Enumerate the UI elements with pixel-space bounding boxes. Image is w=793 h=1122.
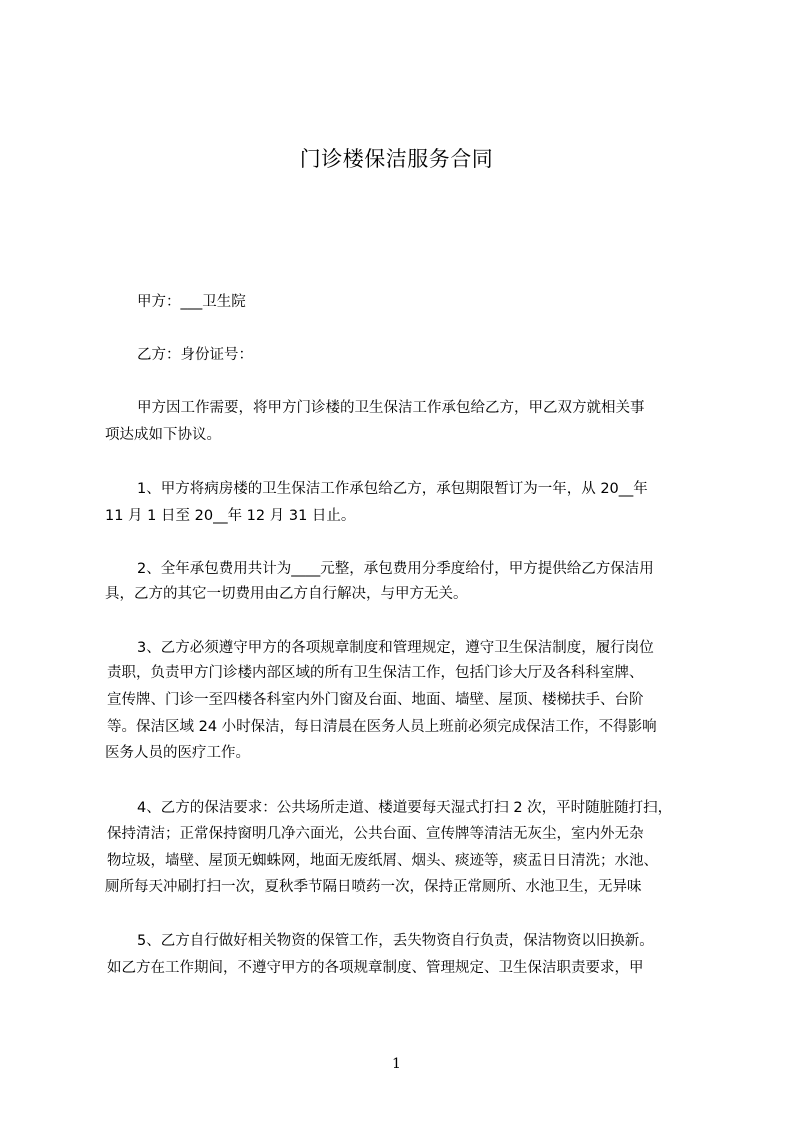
party-b-line: 乙方：身份证号： <box>137 347 253 363</box>
clause-3-line-4: 等。保洁区域 24 小时保洁，每日清晨在医务人员上班前必须完成保洁工作，不得影响 <box>107 719 657 735</box>
clause-5-line-2: 如乙方在工作期间，不遵守甲方的各项规章制度、管理规定、卫生保洁职责要求，甲 <box>107 960 644 976</box>
clause-2-line-2: 具，乙方的其它一切费用由乙方自行解决，与甲方无关。 <box>105 586 468 602</box>
clause-4-line-3: 物垃圾，墙壁、屋顶无蜘蛛网，地面无废纸屑、烟头、痰迹等，痰盂日日清洗；水池、 <box>107 853 658 869</box>
clause-1-line-1: 1、甲方将病房楼的卫生保洁工作承包给乙方，承包期限暂订为一年，从 20__年 <box>137 481 648 497</box>
clause-4-line-4: 厕所每天冲刷打扫一次，夏秋季节隔日喷药一次，保持正常厕所、水池卫生，无异味 <box>105 879 642 895</box>
clause-5-line-1: 5、乙方自行做好相关物资的保管工作，丢失物资自行负责，保洁物资以旧换新。 <box>137 933 654 949</box>
clause-3-line-3: 宣传牌、门诊一至四楼各科室内外门窗及台面、地面、墙壁、屋顶、楼梯扶手、台阶 <box>107 692 644 708</box>
document-title: 门诊楼保洁服务合同 <box>299 147 494 171</box>
clause-3-line-2: 责职，负责甲方门诊楼内部区域的所有卫生保洁工作，包括门诊大厅及各科科室牌、 <box>107 665 644 681</box>
intro-line-2: 项达成如下协议。 <box>105 427 221 443</box>
clause-1-line-2: 11 月 1 日至 20__年 12 月 31 日止。 <box>105 508 356 524</box>
party-a-line: 甲方：___卫生院 <box>137 294 246 310</box>
clause-4-line-2: 保持清洁；正常保持窗明几净六面光，公共台面、宣传牌等清洁无灰尘，室内外无杂 <box>107 826 644 842</box>
clause-2-line-1: 2、全年承包费用共计为____元整，承包费用分季度给付，甲方提供给乙方保洁用 <box>137 561 654 577</box>
page-number: 1 <box>392 1056 401 1072</box>
clause-4-line-1: 4、乙方的保洁要求：公共场所走道、楼道要每天湿式打扫 2 次，平时随脏随打扫， <box>137 800 673 816</box>
clause-3-line-1: 3、乙方必须遵守甲方的各项规章制度和管理规定，遵守卫生保洁制度，履行岗位 <box>137 640 654 656</box>
clause-3-line-5: 医务人员的医疗工作。 <box>105 745 250 761</box>
intro-line-1: 甲方因工作需要，将甲方门诊楼的卫生保洁工作承包给乙方，甲乙双方就相关事 <box>137 400 645 416</box>
